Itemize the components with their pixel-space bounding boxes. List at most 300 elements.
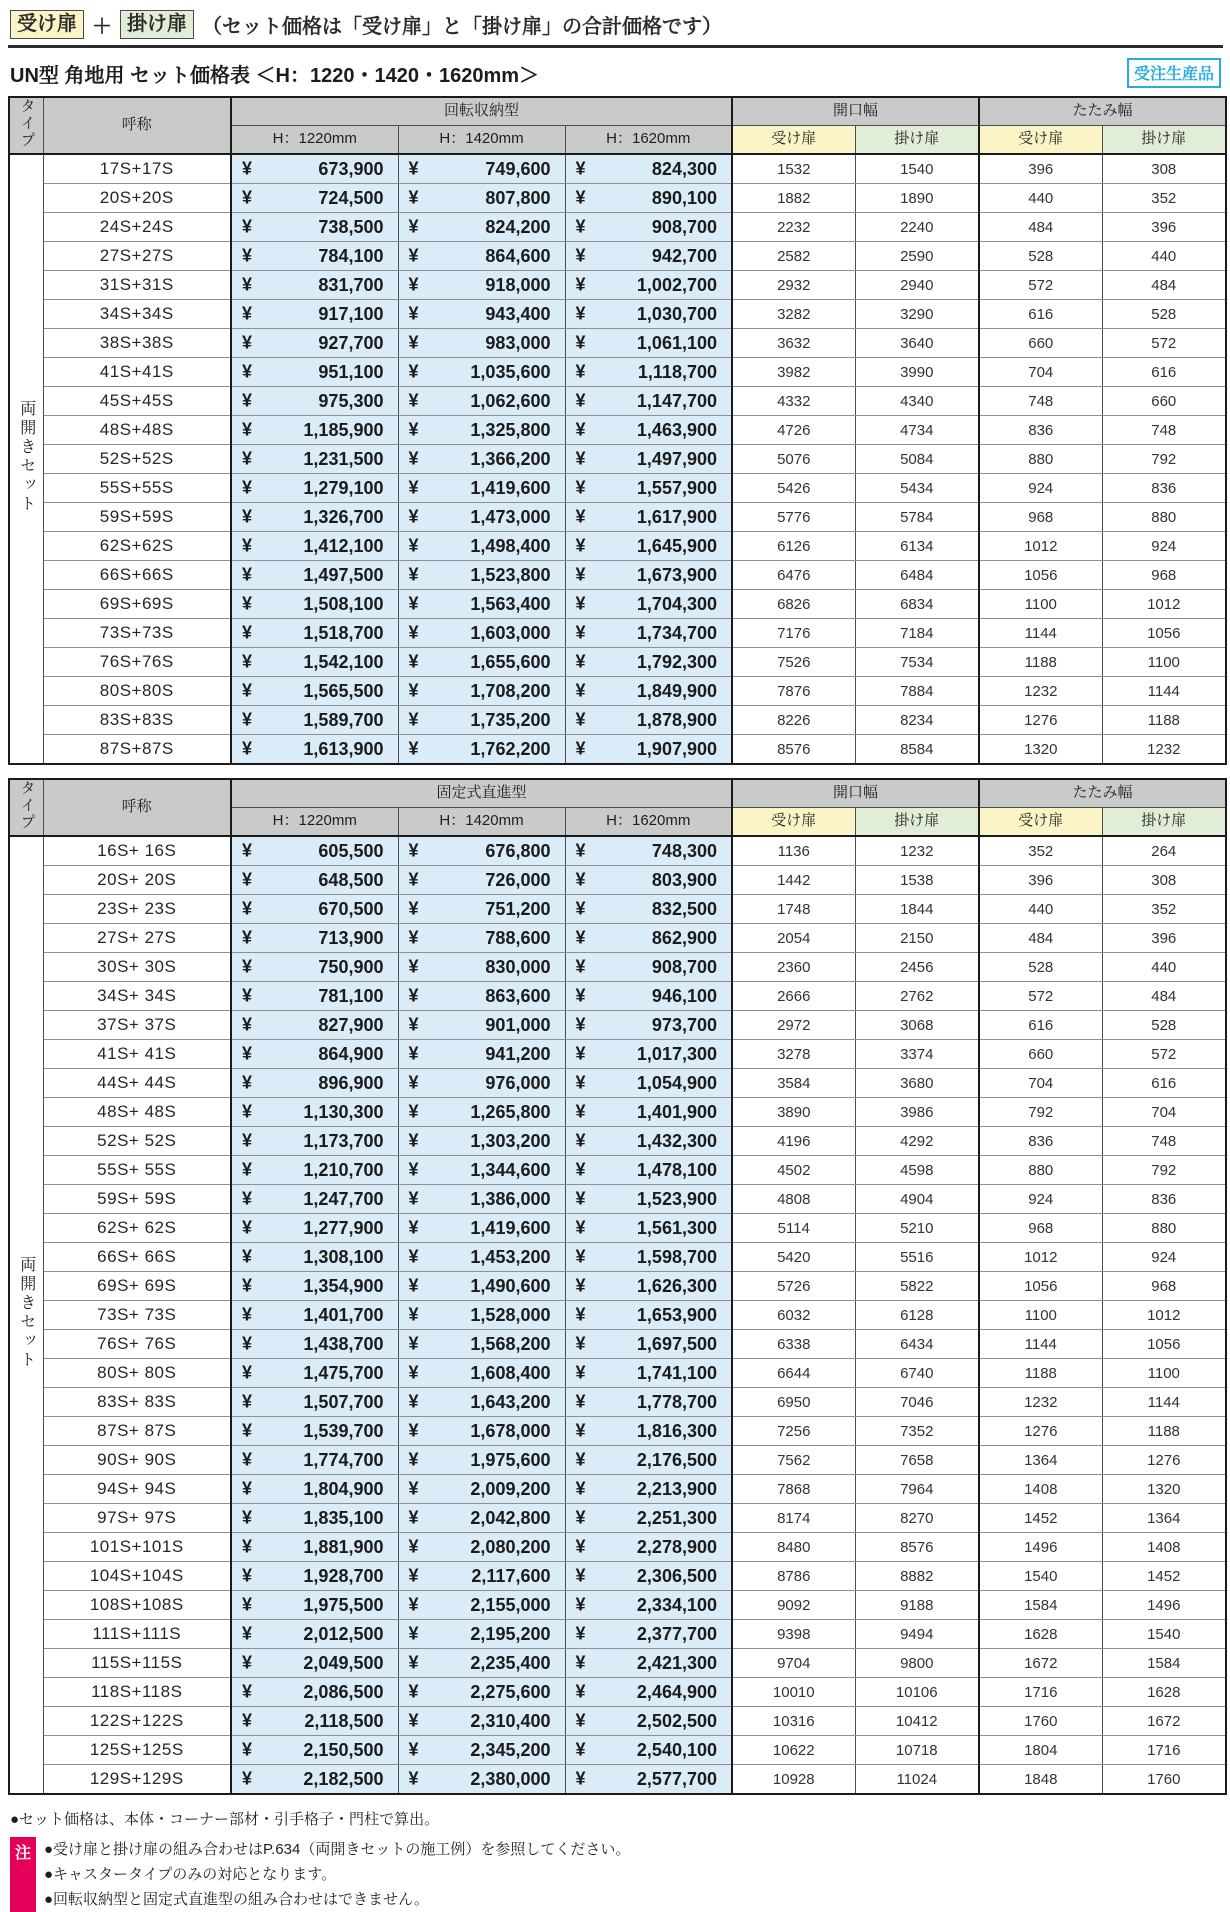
width-cell: 7534 bbox=[855, 648, 979, 677]
width-cell: 4598 bbox=[855, 1156, 979, 1185]
table-row bbox=[9, 1127, 1226, 1156]
width-cell: 616 bbox=[1102, 1069, 1226, 1098]
model-code: 111S+111S bbox=[43, 1620, 231, 1649]
price-cell: ¥ 1,497,500 bbox=[231, 561, 398, 590]
table-row bbox=[9, 1359, 1226, 1388]
width-cell: 440 bbox=[979, 895, 1102, 924]
price-cell: ¥ 2,464,900 bbox=[565, 1678, 732, 1707]
width-cell: 396 bbox=[1102, 924, 1226, 953]
model-code: 48S+48S bbox=[43, 416, 231, 445]
width-cell: 2240 bbox=[855, 213, 979, 242]
width-cell: 484 bbox=[1102, 982, 1226, 1011]
price-cell: ¥ 1,816,300 bbox=[565, 1417, 732, 1446]
model-code: 94S+ 94S bbox=[43, 1475, 231, 1504]
width-cell: 1538 bbox=[855, 866, 979, 895]
model-code: 69S+69S bbox=[43, 590, 231, 619]
width-cell: 880 bbox=[979, 445, 1102, 474]
width-cell: 1672 bbox=[1102, 1707, 1226, 1736]
table-row bbox=[9, 924, 1226, 953]
width-cell: 7964 bbox=[855, 1475, 979, 1504]
price-cell: ¥ 1,849,900 bbox=[565, 677, 732, 706]
width-cell: 6338 bbox=[732, 1330, 855, 1359]
table-row bbox=[9, 1649, 1226, 1678]
price-cell: ¥ 983,000 bbox=[398, 329, 565, 358]
model-code: 118S+118S bbox=[43, 1678, 231, 1707]
width-cell: 352 bbox=[1102, 184, 1226, 213]
width-cell: 880 bbox=[1102, 1214, 1226, 1243]
table-row bbox=[9, 1562, 1226, 1591]
width-cell: 440 bbox=[1102, 242, 1226, 271]
price-cell: ¥ 1,386,000 bbox=[398, 1185, 565, 1214]
price-cell: ¥ 1,438,700 bbox=[231, 1330, 398, 1359]
type-label: 両開きセット bbox=[9, 154, 43, 764]
width-cell: 572 bbox=[979, 271, 1102, 300]
col-header-type: タイプ bbox=[9, 97, 43, 154]
price-cell: ¥ 831,700 bbox=[231, 271, 398, 300]
width-cell: 1364 bbox=[1102, 1504, 1226, 1533]
price-cell: ¥ 1,568,200 bbox=[398, 1330, 565, 1359]
price-cell: ¥ 1,835,100 bbox=[231, 1504, 398, 1533]
price-cell: ¥ 2,009,200 bbox=[398, 1475, 565, 1504]
width-cell: 836 bbox=[979, 416, 1102, 445]
width-cell: 924 bbox=[979, 474, 1102, 503]
price-cell: ¥ 1,265,800 bbox=[398, 1098, 565, 1127]
model-code: 97S+ 97S bbox=[43, 1504, 231, 1533]
table-row bbox=[9, 387, 1226, 416]
price-cell: ¥ 749,600 bbox=[398, 154, 565, 184]
width-cell: 2932 bbox=[732, 271, 855, 300]
table-row bbox=[9, 836, 1226, 866]
width-cell: 308 bbox=[1102, 866, 1226, 895]
price-cell: ¥ 946,100 bbox=[565, 982, 732, 1011]
width-cell: 3680 bbox=[855, 1069, 979, 1098]
model-code: 87S+87S bbox=[43, 735, 231, 765]
width-cell: 484 bbox=[979, 924, 1102, 953]
width-cell: 6950 bbox=[732, 1388, 855, 1417]
model-code: 45S+45S bbox=[43, 387, 231, 416]
width-cell: 1100 bbox=[979, 1301, 1102, 1330]
price-cell: ¥ 1,401,700 bbox=[231, 1301, 398, 1330]
width-cell: 2054 bbox=[732, 924, 855, 953]
price-cell: ¥ 724,500 bbox=[231, 184, 398, 213]
width-cell: 3282 bbox=[732, 300, 855, 329]
table-row bbox=[9, 590, 1226, 619]
col-header-h1420: H：1420mm bbox=[398, 808, 565, 837]
caution-item: ●キャスタータイプのみの対応となります。 bbox=[44, 1866, 337, 1883]
model-code: 52S+ 52S bbox=[43, 1127, 231, 1156]
table-row bbox=[9, 271, 1226, 300]
model-code: 31S+31S bbox=[43, 271, 231, 300]
uke-door-chip: 受け扉 bbox=[10, 10, 84, 39]
width-cell: 1320 bbox=[979, 735, 1102, 765]
width-cell: 2232 bbox=[732, 213, 855, 242]
width-cell: 5084 bbox=[855, 445, 979, 474]
width-cell: 792 bbox=[1102, 1156, 1226, 1185]
width-cell: 1716 bbox=[1102, 1736, 1226, 1765]
price-cell: ¥ 1,928,700 bbox=[231, 1562, 398, 1591]
width-cell: 396 bbox=[1102, 213, 1226, 242]
width-cell: 8786 bbox=[732, 1562, 855, 1591]
col-header-model: 固定式直進型 bbox=[231, 779, 732, 808]
width-cell: 792 bbox=[979, 1098, 1102, 1127]
width-cell: 6834 bbox=[855, 590, 979, 619]
width-cell: 1012 bbox=[979, 532, 1102, 561]
width-cell: 572 bbox=[1102, 1040, 1226, 1069]
price-cell: ¥ 2,155,000 bbox=[398, 1591, 565, 1620]
width-cell: 3584 bbox=[732, 1069, 855, 1098]
price-cell: ¥ 1,118,700 bbox=[565, 358, 732, 387]
width-cell: 5784 bbox=[855, 503, 979, 532]
model-code: 115S+115S bbox=[43, 1649, 231, 1678]
width-cell: 1232 bbox=[1102, 735, 1226, 765]
width-cell: 1188 bbox=[979, 648, 1102, 677]
width-cell: 2762 bbox=[855, 982, 979, 1011]
table-row bbox=[9, 619, 1226, 648]
width-cell: 6126 bbox=[732, 532, 855, 561]
price-cell: ¥ 896,900 bbox=[231, 1069, 398, 1098]
width-cell: 1232 bbox=[855, 836, 979, 866]
caution-block bbox=[10, 1837, 1223, 1912]
width-cell: 9800 bbox=[855, 1649, 979, 1678]
width-cell: 3068 bbox=[855, 1011, 979, 1040]
price-cell: ¥ 1,563,400 bbox=[398, 590, 565, 619]
model-code: 34S+ 34S bbox=[43, 982, 231, 1011]
price-cell: ¥ 2,182,500 bbox=[231, 1765, 398, 1795]
price-cell: ¥ 941,200 bbox=[398, 1040, 565, 1069]
table-row bbox=[9, 1707, 1226, 1736]
table-row bbox=[9, 1765, 1226, 1795]
price-cell: ¥ 1,231,500 bbox=[231, 445, 398, 474]
col-header-folded-kake: 掛け扉 bbox=[1102, 126, 1226, 155]
width-cell: 792 bbox=[1102, 445, 1226, 474]
model-code: 52S+52S bbox=[43, 445, 231, 474]
width-cell: 1276 bbox=[979, 706, 1102, 735]
width-cell: 5420 bbox=[732, 1243, 855, 1272]
width-cell: 9704 bbox=[732, 1649, 855, 1678]
model-code: 129S+129S bbox=[43, 1765, 231, 1795]
legend-note: （セット価格は「受け扉」と「掛け扉」の合計価格です） bbox=[202, 16, 722, 38]
width-cell: 5726 bbox=[732, 1272, 855, 1301]
price-cell: ¥ 2,251,300 bbox=[565, 1504, 732, 1533]
width-cell: 6826 bbox=[732, 590, 855, 619]
price-cell: ¥ 1,557,900 bbox=[565, 474, 732, 503]
price-table-fixed bbox=[8, 778, 1227, 1795]
col-header-h1620: H：1620mm bbox=[565, 126, 732, 155]
width-cell: 748 bbox=[979, 387, 1102, 416]
width-cell: 3986 bbox=[855, 1098, 979, 1127]
width-cell: 5434 bbox=[855, 474, 979, 503]
table-row bbox=[9, 706, 1226, 735]
model-code: 90S+ 90S bbox=[43, 1446, 231, 1475]
width-cell: 1540 bbox=[979, 1562, 1102, 1591]
price-cell: ¥ 2,577,700 bbox=[565, 1765, 732, 1795]
model-code: 34S+34S bbox=[43, 300, 231, 329]
price-cell: ¥ 1,561,300 bbox=[565, 1214, 732, 1243]
price-cell: ¥ 1,608,400 bbox=[398, 1359, 565, 1388]
model-code: 62S+62S bbox=[43, 532, 231, 561]
caution-item: ●受け扉と掛け扉の組み合わせはP.634（両開きセットの施工例）を参照してください。 bbox=[44, 1841, 631, 1858]
model-code: 23S+ 23S bbox=[43, 895, 231, 924]
price-cell: ¥ 1,366,200 bbox=[398, 445, 565, 474]
width-cell: 10412 bbox=[855, 1707, 979, 1736]
price-cell: ¥ 1,653,900 bbox=[565, 1301, 732, 1330]
table-row bbox=[9, 213, 1226, 242]
price-cell: ¥ 1,490,600 bbox=[398, 1272, 565, 1301]
table-row bbox=[9, 1098, 1226, 1127]
price-cell: ¥ 2,275,600 bbox=[398, 1678, 565, 1707]
notes bbox=[10, 1808, 1223, 1912]
width-cell: 6434 bbox=[855, 1330, 979, 1359]
price-cell: ¥ 832,500 bbox=[565, 895, 732, 924]
width-cell: 1364 bbox=[979, 1446, 1102, 1475]
width-cell: 2360 bbox=[732, 953, 855, 982]
width-cell: 10316 bbox=[732, 1707, 855, 1736]
model-code: 101S+101S bbox=[43, 1533, 231, 1562]
price-cell: ¥ 803,900 bbox=[565, 866, 732, 895]
col-header-opening-width: 開口幅 bbox=[732, 779, 979, 808]
model-code: 66S+ 66S bbox=[43, 1243, 231, 1272]
width-cell: 1408 bbox=[979, 1475, 1102, 1504]
width-cell: 6128 bbox=[855, 1301, 979, 1330]
price-cell: ¥ 1,147,700 bbox=[565, 387, 732, 416]
price-cell: ¥ 975,300 bbox=[231, 387, 398, 416]
width-cell: 7352 bbox=[855, 1417, 979, 1446]
price-cell: ¥ 2,421,300 bbox=[565, 1649, 732, 1678]
price-cell: ¥ 1,412,100 bbox=[231, 532, 398, 561]
price-cell: ¥ 1,542,100 bbox=[231, 648, 398, 677]
width-cell: 1188 bbox=[979, 1359, 1102, 1388]
price-cell: ¥ 738,500 bbox=[231, 213, 398, 242]
col-header-folded-uke: 受け扉 bbox=[979, 126, 1102, 155]
price-cell: ¥ 1,432,300 bbox=[565, 1127, 732, 1156]
width-cell: 3990 bbox=[855, 358, 979, 387]
price-cell: ¥ 2,345,200 bbox=[398, 1736, 565, 1765]
price-cell: ¥ 2,012,500 bbox=[231, 1620, 398, 1649]
price-cell: ¥ 1,185,900 bbox=[231, 416, 398, 445]
price-cell: ¥ 1,210,700 bbox=[231, 1156, 398, 1185]
width-cell: 5822 bbox=[855, 1272, 979, 1301]
table-row bbox=[9, 982, 1226, 1011]
width-cell: 9398 bbox=[732, 1620, 855, 1649]
price-cell: ¥ 1,598,700 bbox=[565, 1243, 732, 1272]
width-cell: 4904 bbox=[855, 1185, 979, 1214]
price-cell: ¥ 1,061,100 bbox=[565, 329, 732, 358]
price-cell: ¥ 784,100 bbox=[231, 242, 398, 271]
price-cell: ¥ 2,176,500 bbox=[565, 1446, 732, 1475]
table-row bbox=[9, 1504, 1226, 1533]
caution-items bbox=[44, 1837, 630, 1912]
model-code: 87S+ 87S bbox=[43, 1417, 231, 1446]
width-cell: 7884 bbox=[855, 677, 979, 706]
price-cell: ¥ 2,540,100 bbox=[565, 1736, 732, 1765]
width-cell: 6644 bbox=[732, 1359, 855, 1388]
table-row bbox=[9, 1446, 1226, 1475]
width-cell: 2666 bbox=[732, 982, 855, 1011]
price-cell: ¥ 1,523,900 bbox=[565, 1185, 732, 1214]
price-cell: ¥ 1,344,600 bbox=[398, 1156, 565, 1185]
price-cell: ¥ 1,354,900 bbox=[231, 1272, 398, 1301]
width-cell: 2940 bbox=[855, 271, 979, 300]
width-cell: 8174 bbox=[732, 1504, 855, 1533]
page-title: UN型 角地用 セット価格表 ＜H：1220・1420・1620mm＞ bbox=[10, 65, 540, 87]
width-cell: 5426 bbox=[732, 474, 855, 503]
width-cell: 3632 bbox=[732, 329, 855, 358]
width-cell: 1232 bbox=[979, 1388, 1102, 1417]
width-cell: 572 bbox=[1102, 329, 1226, 358]
width-cell: 1672 bbox=[979, 1649, 1102, 1678]
width-cell: 528 bbox=[979, 242, 1102, 271]
width-cell: 484 bbox=[979, 213, 1102, 242]
width-cell: 7868 bbox=[732, 1475, 855, 1504]
width-cell: 1760 bbox=[1102, 1765, 1226, 1795]
width-cell: 704 bbox=[1102, 1098, 1226, 1127]
width-cell: 572 bbox=[979, 982, 1102, 1011]
price-table-rotary bbox=[8, 96, 1227, 765]
width-cell: 440 bbox=[979, 184, 1102, 213]
width-cell: 9494 bbox=[855, 1620, 979, 1649]
price-cell: ¥ 908,700 bbox=[565, 213, 732, 242]
price-cell: ¥ 1,507,700 bbox=[231, 1388, 398, 1417]
price-cell: ¥ 927,700 bbox=[231, 329, 398, 358]
width-cell: 8480 bbox=[732, 1533, 855, 1562]
width-cell: 924 bbox=[1102, 1243, 1226, 1272]
type-label: 両開きセット bbox=[9, 836, 43, 1794]
model-code: 17S+17S bbox=[43, 154, 231, 184]
price-cell: ¥ 1,054,900 bbox=[565, 1069, 732, 1098]
width-cell: 660 bbox=[1102, 387, 1226, 416]
price-cell: ¥ 951,100 bbox=[231, 358, 398, 387]
price-cell: ¥ 676,800 bbox=[398, 836, 565, 866]
price-cell: ¥ 917,100 bbox=[231, 300, 398, 329]
price-cell: ¥ 1,643,200 bbox=[398, 1388, 565, 1417]
width-cell: 1144 bbox=[979, 619, 1102, 648]
width-cell: 836 bbox=[1102, 1185, 1226, 1214]
width-cell: 6032 bbox=[732, 1301, 855, 1330]
price-cell: ¥ 1,523,800 bbox=[398, 561, 565, 590]
width-cell: 7256 bbox=[732, 1417, 855, 1446]
col-header-opening-kake: 掛け扉 bbox=[855, 126, 979, 155]
price-cell: ¥ 1,804,900 bbox=[231, 1475, 398, 1504]
price-cell: ¥ 1,017,300 bbox=[565, 1040, 732, 1069]
price-cell: ¥ 2,118,500 bbox=[231, 1707, 398, 1736]
table-row bbox=[9, 474, 1226, 503]
model-code: 20S+20S bbox=[43, 184, 231, 213]
price-cell: ¥ 726,000 bbox=[398, 866, 565, 895]
price-cell: ¥ 2,502,500 bbox=[565, 1707, 732, 1736]
table-row bbox=[9, 866, 1226, 895]
price-cell: ¥ 1,475,700 bbox=[231, 1359, 398, 1388]
table-row bbox=[9, 1272, 1226, 1301]
price-cell: ¥ 807,800 bbox=[398, 184, 565, 213]
width-cell: 1100 bbox=[1102, 1359, 1226, 1388]
width-cell: 10010 bbox=[732, 1678, 855, 1707]
table-row bbox=[9, 416, 1226, 445]
model-code: 41S+41S bbox=[43, 358, 231, 387]
price-cell: ¥ 824,200 bbox=[398, 213, 565, 242]
width-cell: 1540 bbox=[1102, 1620, 1226, 1649]
width-cell: 616 bbox=[979, 300, 1102, 329]
table-row bbox=[9, 1475, 1226, 1504]
width-cell: 1760 bbox=[979, 1707, 1102, 1736]
width-cell: 3640 bbox=[855, 329, 979, 358]
price-cell: ¥ 1,419,600 bbox=[398, 474, 565, 503]
table-row bbox=[9, 503, 1226, 532]
width-cell: 10106 bbox=[855, 1678, 979, 1707]
table-row bbox=[9, 1533, 1226, 1562]
table-row bbox=[9, 1736, 1226, 1765]
model-code: 83S+ 83S bbox=[43, 1388, 231, 1417]
price-cell: ¥ 1,778,700 bbox=[565, 1388, 732, 1417]
width-cell: 1628 bbox=[979, 1620, 1102, 1649]
caution-item: ●回転収納型と固定式直進型の組み合わせはできません。 bbox=[44, 1891, 429, 1908]
price-cell: ¥ 1,401,900 bbox=[565, 1098, 732, 1127]
width-cell: 748 bbox=[1102, 416, 1226, 445]
price-cell: ¥ 1,497,900 bbox=[565, 445, 732, 474]
width-cell: 1452 bbox=[979, 1504, 1102, 1533]
kake-door-chip: 掛け扉 bbox=[120, 10, 194, 39]
table-row bbox=[9, 154, 1226, 184]
price-cell: ¥ 2,042,800 bbox=[398, 1504, 565, 1533]
model-code: 73S+ 73S bbox=[43, 1301, 231, 1330]
width-cell: 10928 bbox=[732, 1765, 855, 1795]
model-code: 16S+ 16S bbox=[43, 836, 231, 866]
price-cell: ¥ 1,498,400 bbox=[398, 532, 565, 561]
col-header-opening-uke: 受け扉 bbox=[732, 126, 855, 155]
price-cell: ¥ 1,062,600 bbox=[398, 387, 565, 416]
model-code: 24S+24S bbox=[43, 213, 231, 242]
width-cell: 1012 bbox=[1102, 590, 1226, 619]
table-row bbox=[9, 1243, 1226, 1272]
price-cell: ¥ 943,400 bbox=[398, 300, 565, 329]
width-cell: 2972 bbox=[732, 1011, 855, 1040]
width-cell: 6484 bbox=[855, 561, 979, 590]
price-cell: ¥ 2,049,500 bbox=[231, 1649, 398, 1678]
width-cell: 1012 bbox=[1102, 1301, 1226, 1330]
width-cell: 1890 bbox=[855, 184, 979, 213]
width-cell: 1320 bbox=[1102, 1475, 1226, 1504]
price-cell: ¥ 2,080,200 bbox=[398, 1533, 565, 1562]
table-row bbox=[9, 1591, 1226, 1620]
col-header-h1620: H：1620mm bbox=[565, 808, 732, 837]
price-cell: ¥ 1,473,000 bbox=[398, 503, 565, 532]
width-cell: 4734 bbox=[855, 416, 979, 445]
price-cell: ¥ 1,478,100 bbox=[565, 1156, 732, 1185]
caution-badge: 注 bbox=[10, 1837, 36, 1912]
model-code: 76S+ 76S bbox=[43, 1330, 231, 1359]
width-cell: 7526 bbox=[732, 648, 855, 677]
width-cell: 4196 bbox=[732, 1127, 855, 1156]
model-code: 108S+108S bbox=[43, 1591, 231, 1620]
price-cell: ¥ 1,697,500 bbox=[565, 1330, 732, 1359]
width-cell: 3982 bbox=[732, 358, 855, 387]
table-row bbox=[9, 1417, 1226, 1446]
width-cell: 1188 bbox=[1102, 1417, 1226, 1446]
price-cell: ¥ 1,463,900 bbox=[565, 416, 732, 445]
width-cell: 1144 bbox=[979, 1330, 1102, 1359]
model-code: 66S+66S bbox=[43, 561, 231, 590]
width-cell: 8584 bbox=[855, 735, 979, 765]
model-code: 80S+ 80S bbox=[43, 1359, 231, 1388]
width-cell: 968 bbox=[1102, 1272, 1226, 1301]
plus-sign: ＋ bbox=[92, 16, 112, 38]
width-cell: 3890 bbox=[732, 1098, 855, 1127]
price-cell: ¥ 1,975,600 bbox=[398, 1446, 565, 1475]
width-cell: 968 bbox=[1102, 561, 1226, 590]
price-cell: ¥ 863,600 bbox=[398, 982, 565, 1011]
price-cell: ¥ 890,100 bbox=[565, 184, 732, 213]
model-code: 55S+ 55S bbox=[43, 1156, 231, 1185]
price-cell: ¥ 1,734,700 bbox=[565, 619, 732, 648]
